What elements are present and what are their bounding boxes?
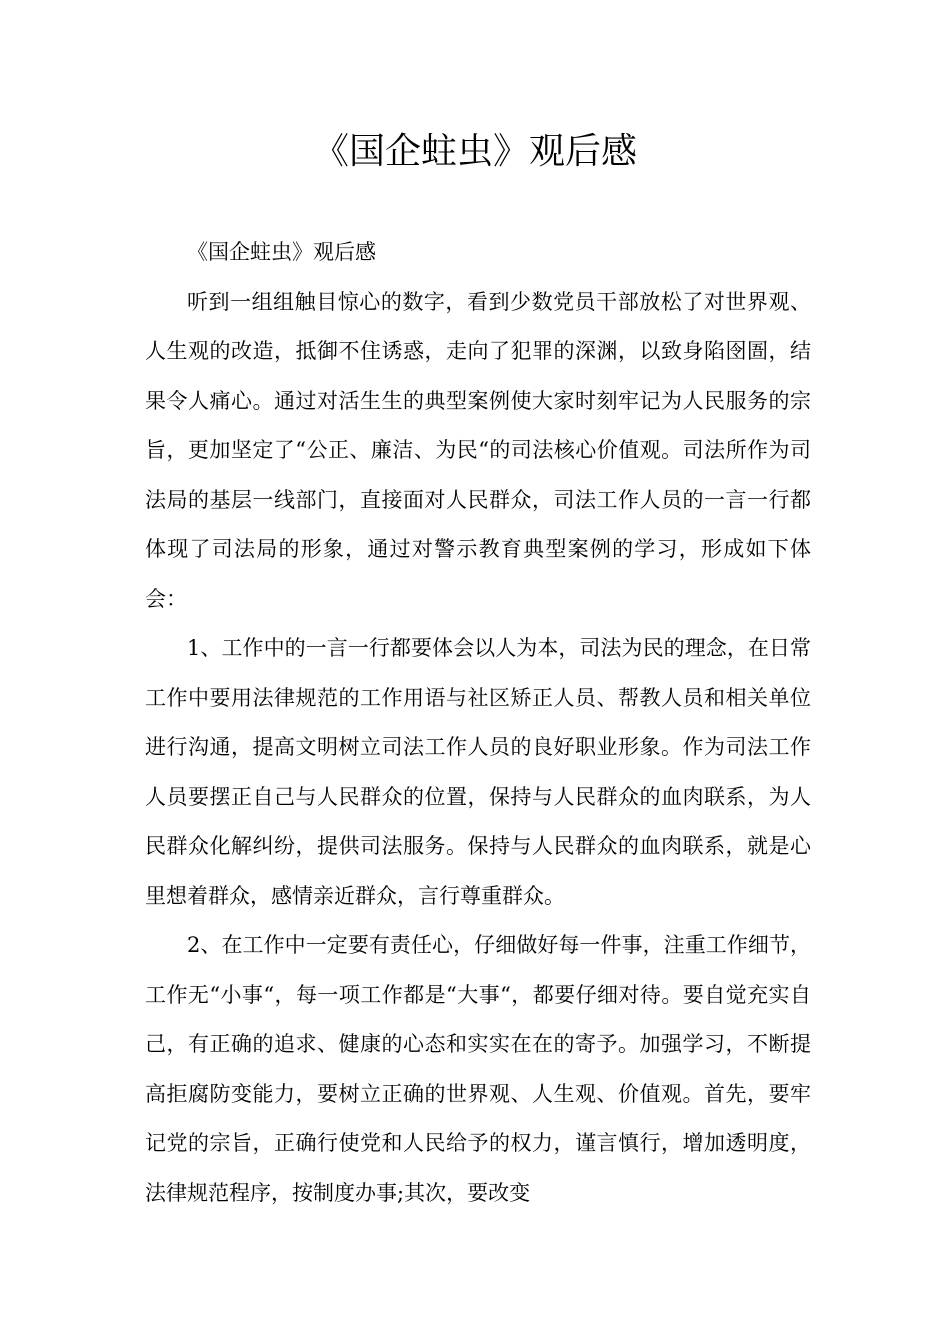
paragraph-point-1: 1、工作中的一言一行都要体会以人为本，司法为民的理念，在日常工作中要用法律规范的工作用语与社区矫正人员、帮教人员和相关单位进行沟通，提高文明树立司法工作人员的良好职业形象。作为司法工作人员要摆正自己与人民群众的位置，保持与人民群众的血肉联系，为人民群众化解纠纷，提供司法服务。保持与人民群众的血肉联系，就是心里想着群众，感情亲近群众，言行尊重群众。 [145,636,811,908]
document-subtitle: 《国企蛀虫》观后感 [187,240,376,264]
page-title: 《国企蛀虫》观后感 [312,131,637,172]
paragraph-point-2: 2、在工作中一定要有责任心，仔细做好每一件事，注重工作细节，工作无“小事“，每一项工作都是“大事“，都要仔细对待。要自觉充实自己，有正确的追求、健康的心态和实实在在的寄予。加强学习，不断提高拒腐防变能力，要树立正确的世界观、人生观、价值观。首先，要牢记党的宗旨，正确行使党和人民给予的权力，谨言慎行，增加透明度，法律规范程序，按制度办事;其次，要改变 [145,933,811,1205]
document-body [145,228,811,1218]
paragraph-intro: 听到一组组触目惊心的数字，看到少数党员干部放松了对世界观、人生观的改造，抵御不住诱惑，走向了犯罪的深渊，以致身陷囹圄，结果令人痛心。通过对活生生的典型案例使大家时刻牢记为人民服务的宗旨，更加坚定了“公正、廉洁、为民“的司法核心价值观。司法所作为司法局的基层一线部门，直接面对人民群众，司法工作人员的一言一行都体现了司法局的形象，通过对警示教育典型案例的学习，形成如下体会： [145,289,811,611]
